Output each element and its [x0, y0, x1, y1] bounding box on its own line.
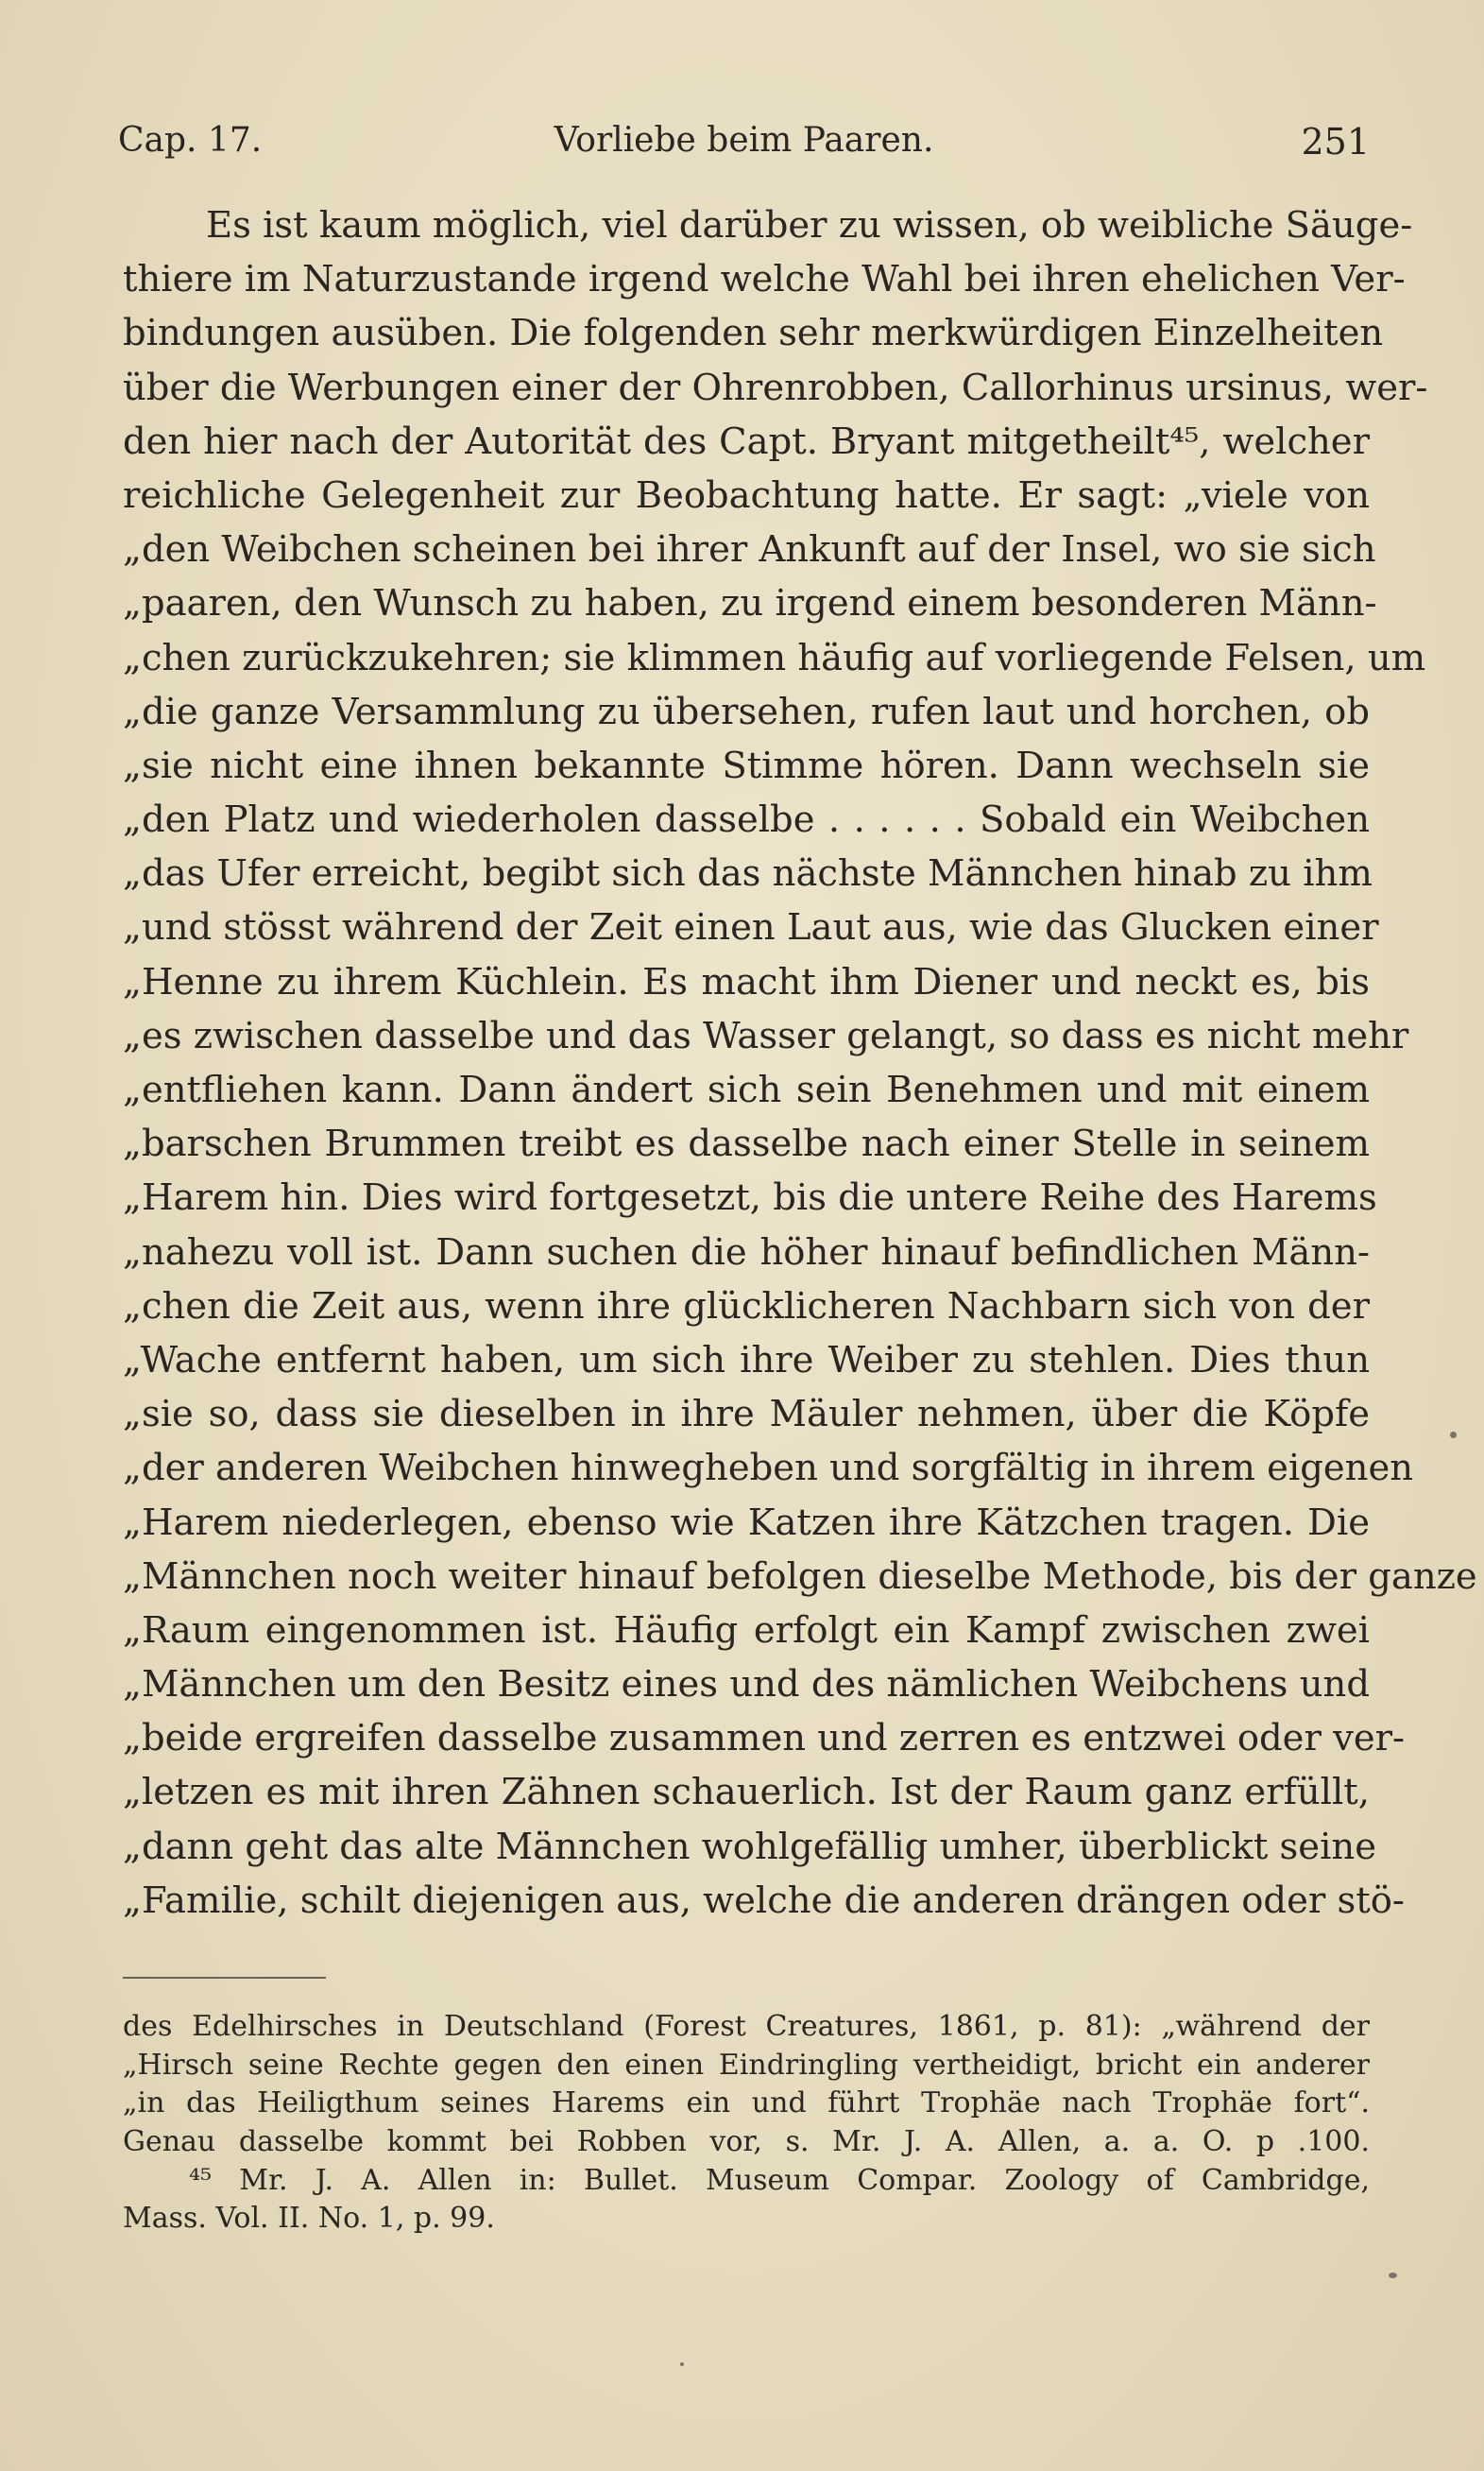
text-line: thiere im Naturzustande irgend welche Wahl bei ihren ehelichen Ver- — [123, 258, 1406, 301]
text-line: „chen die Zeit aus, wenn ihre glücklicheren Nachbarn sich von der — [123, 1284, 1370, 1328]
text-line: „Wache entfernt haben, um sich ihre Weiber zu stehlen. Dies thun — [123, 1338, 1370, 1381]
text-line: „Männchen um den Besitz eines und des nämlichen Weibchens und — [123, 1663, 1370, 1707]
paper-speck — [680, 2362, 684, 2366]
text-line: „Männchen noch weiter hinauf befolgen dieselbe Methode, bis der ganze — [123, 1554, 1477, 1598]
chapter-label: Cap. 17. — [118, 121, 263, 160]
footnote-line: Genau dasselbe kommt bei Robben vor, s. Mr. J. A. Allen, a. a. O. p .100. — [123, 2125, 1370, 2159]
text-line: „der anderen Weibchen hinwegheben und sorgfältig in ihrem eigenen — [123, 1447, 1414, 1490]
text-line: „Raum eingenommen ist. Häufig erfolgt ein Kampf zwischen zwei — [123, 1608, 1370, 1652]
running-title: Vorliebe beim Paaren. — [554, 121, 934, 160]
text-line: bindungen ausüben. Die folgenden sehr merkwürdigen Einzelheiten — [123, 312, 1384, 355]
text-line: „beide ergreifen dasselbe zusammen und zerren es entzwei oder ver- — [123, 1717, 1406, 1760]
text-line: „letzen es mit ihren Zähnen schauerlich. Ist der Raum ganz erfüllt, — [123, 1771, 1370, 1814]
text-line: „nahezu voll ist. Dann suchen die höher hinauf befindlichen Männ- — [123, 1230, 1370, 1274]
text-line: „die ganze Versammlung zu übersehen, rufen laut und horchen, ob — [123, 690, 1370, 733]
text-line: „den Platz und wiederholen dasselbe . . . . . . Sobald ein Weibchen — [123, 798, 1370, 842]
running-header — [118, 121, 1370, 178]
footnote-line: „Hirsch seine Rechte gegen den einen Eindringling vertheidigt, bricht ein anderer — [123, 2048, 1370, 2082]
footnote-separator — [123, 1977, 326, 1979]
footnotes — [123, 2008, 1370, 2239]
text-line: „und stösst während der Zeit einen Laut aus, wie das Glucken einer — [123, 906, 1379, 950]
text-line: „entfliehen kann. Dann ändert sich sein Benehmen und mit einem — [123, 1069, 1370, 1111]
text-line: reichliche Gelegenheit zur Beobachtung hatte. Er sagt: „viele von — [123, 473, 1370, 517]
text-line: „dann geht das alte Männchen wohlgefällig umher, überblickt seine — [123, 1825, 1376, 1868]
text-line: den hier nach der Autorität des Capt. Bryant mitgetheilt⁴⁵, welcher — [123, 420, 1370, 463]
text-line: „sie nicht eine ihnen bekannte Stimme hören. Dann wechseln sie — [123, 744, 1370, 787]
page-number: 251 — [1301, 121, 1370, 163]
footnote-line: des Edelhirsches in Deutschland (Forest Creatures, 1861, p. 81): „während der — [123, 2010, 1370, 2043]
footnote-line: ⁴⁵ Mr. J. A. Allen in: Bullet. Museum Compar. Zoology of Cambridge, — [189, 2163, 1370, 2197]
paper-speck — [1389, 2273, 1397, 2278]
text-line: „Harem niederlegen, ebenso wie Katzen ihre Kätzchen tragen. Die — [123, 1501, 1370, 1544]
text-line: „chen zurückzukehren; sie klimmen häufig auf vorliegende Felsen, um — [123, 636, 1426, 679]
text-line: „den Weibchen scheinen bei ihrer Ankunft auf der Insel, wo sie sich — [123, 528, 1376, 572]
text-line: „das Ufer erreicht, begibt sich das nächste Männchen hinab zu ihm — [123, 852, 1373, 896]
text-line: „sie so, dass sie dieselben in ihre Mäuler nehmen, über die Köpfe — [123, 1393, 1370, 1436]
text-line: „Harem hin. Dies wird fortgesetzt, bis die untere Reihe des Harems — [123, 1176, 1377, 1220]
text-line: „barschen Brummen treibt es dasselbe nach einer Stelle in seinem — [123, 1123, 1370, 1166]
footnote-line: „in das Heiligthum seines Harems ein und führt Trophäe nach Trophäe fort“. — [123, 2086, 1370, 2120]
text-line: „paaren, den Wunsch zu haben, zu irgend einem besonderen Männ- — [123, 582, 1377, 626]
main-text — [123, 198, 1477, 1928]
paper-speck — [1450, 1432, 1457, 1438]
text-line: über die Werbungen einer der Ohrenrobben, Callorhinus ursinus, wer- — [123, 366, 1428, 409]
footnote-line: Mass. Vol. II. No. 1, p. 99. — [123, 2202, 495, 2236]
text-line: „Henne zu ihrem Küchlein. Es macht ihm Diener und neckt es, bis — [123, 960, 1370, 1004]
text-line: Es ist kaum möglich, viel darüber zu wissen, ob weibliche Säuge- — [206, 204, 1413, 247]
text-line: „Familie, schilt diejenigen aus, welche die anderen drängen oder stö- — [123, 1879, 1405, 1922]
text-line: „es zwischen dasselbe und das Wasser gelangt, so dass es nicht mehr — [123, 1014, 1409, 1057]
